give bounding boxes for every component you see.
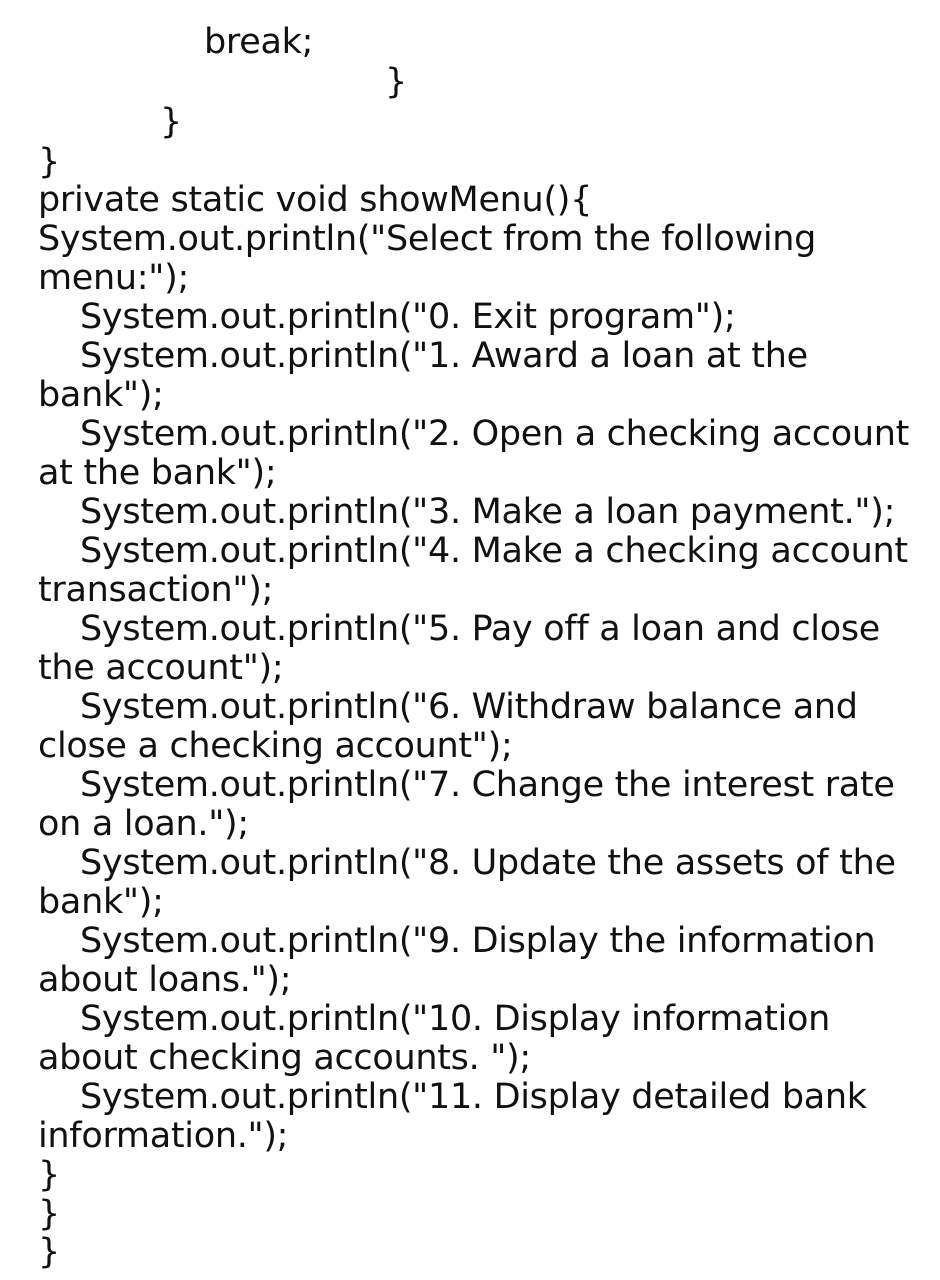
code-line: } — [38, 1155, 60, 1195]
code-line: at the bank"); — [38, 453, 277, 493]
code-line: } — [385, 62, 407, 102]
code-line: System.out.println("0. Exit program"); — [80, 297, 736, 337]
code-line: } — [38, 1194, 60, 1234]
code-line: System.out.println("2. Open a checking account — [80, 414, 910, 454]
code-line: about loans."); — [38, 960, 292, 1000]
code-line: bank"); — [38, 882, 164, 922]
code-line: transaction"); — [38, 570, 274, 610]
code-line: System.out.println("5. Pay off a loan and close — [80, 609, 880, 649]
code-line: System.out.println("10. Display information — [80, 999, 831, 1039]
code-line: System.out.println("7. Change the interest rate — [80, 765, 895, 805]
code-line: System.out.println("1. Award a loan at the — [80, 336, 808, 376]
code-line: System.out.println("6. Withdraw balance and — [80, 687, 858, 727]
code-line: information."); — [38, 1116, 289, 1156]
code-line: System.out.println("Select from the following — [38, 219, 817, 259]
code-line: System.out.println("11. Display detailed bank — [80, 1077, 867, 1117]
code-line: break; — [204, 22, 314, 62]
code-line: menu:"); — [38, 258, 189, 298]
code-line: } — [160, 102, 182, 142]
code-line: } — [38, 1232, 60, 1272]
code-line: System.out.println("4. Make a checking account — [80, 531, 908, 571]
code-line: the account"); — [38, 648, 284, 688]
code-line: on a loan."); — [38, 804, 249, 844]
code-line: } — [38, 142, 60, 182]
code-line: about checking accounts. "); — [38, 1038, 531, 1078]
code-line: System.out.println("8. Update the assets of the — [80, 843, 896, 883]
code-line: close a checking account"); — [38, 726, 513, 766]
code-line: private static void showMenu(){ — [38, 180, 593, 220]
code-line: bank"); — [38, 375, 164, 415]
code-line: System.out.println("9. Display the information — [80, 921, 876, 961]
code-line: System.out.println("3. Make a loan payment."); — [80, 492, 896, 532]
